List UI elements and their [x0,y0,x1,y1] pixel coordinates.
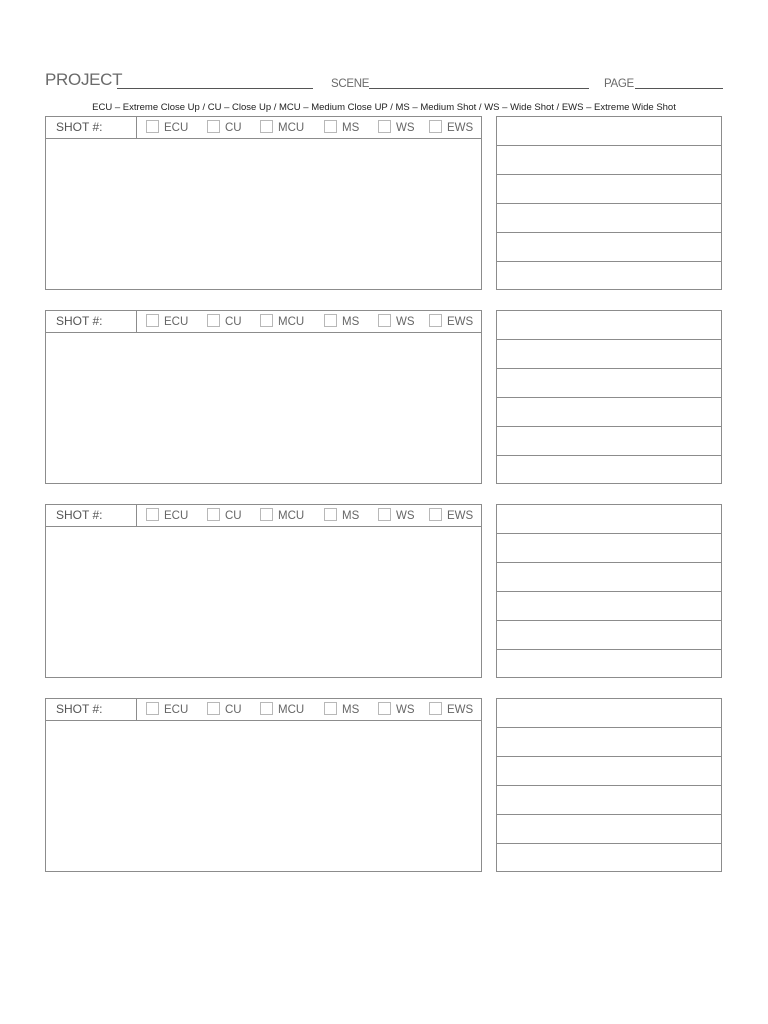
note-line[interactable] [497,621,721,650]
project-label: PROJECT [45,70,123,89]
ecu-checkbox[interactable] [146,508,159,521]
note-line[interactable] [497,233,721,262]
option-ews[interactable] [429,314,473,330]
option-ews[interactable] [429,702,473,718]
page-label: PAGE [604,78,634,90]
ms-checkbox[interactable] [324,314,337,327]
shot-block [45,116,722,292]
option-ms[interactable] [324,314,359,330]
mcu-label: MCU [278,316,305,328]
option-mcu[interactable] [260,120,304,136]
shot-topbar [46,311,481,333]
note-line[interactable] [497,728,721,757]
shot-notes [496,504,722,678]
ews-checkbox[interactable] [429,508,442,521]
option-cu[interactable] [207,508,242,524]
mcu-label: MCU [278,704,305,716]
shot-number-label: SHOT #: [46,117,137,138]
note-line[interactable] [497,146,721,175]
note-line[interactable] [497,815,721,844]
ecu-label: ECU [164,704,189,716]
ews-checkbox[interactable] [429,702,442,715]
note-line[interactable] [497,369,721,398]
option-ms[interactable] [324,120,359,136]
note-line[interactable] [497,427,721,456]
note-line[interactable] [497,175,721,204]
shot-number-label: SHOT #: [46,311,137,332]
ecu-label: ECU [164,122,189,134]
option-ws[interactable] [378,314,415,330]
option-ecu[interactable] [146,702,188,718]
option-ews[interactable] [429,120,473,136]
option-mcu[interactable] [260,314,304,330]
shot-topbar [46,117,481,139]
cu-label: CU [225,510,242,522]
ws-label: WS [396,122,415,134]
ms-label: MS [342,704,360,716]
option-mcu[interactable] [260,508,304,524]
ews-checkbox[interactable] [429,314,442,327]
cu-label: CU [225,316,242,328]
ws-checkbox[interactable] [378,702,391,715]
shot-topbar [46,699,481,721]
option-mcu[interactable] [260,702,304,718]
ews-checkbox[interactable] [429,120,442,133]
ms-checkbox[interactable] [324,702,337,715]
ecu-label: ECU [164,510,189,522]
option-ws[interactable] [378,120,415,136]
ews-label: EWS [447,704,474,716]
note-line[interactable] [497,699,721,728]
ms-label: MS [342,510,360,522]
form-header [45,70,723,92]
note-line[interactable] [497,117,721,146]
note-line[interactable] [497,262,721,291]
option-cu[interactable] [207,120,242,136]
note-line[interactable] [497,844,721,873]
ms-label: MS [342,316,360,328]
note-line[interactable] [497,592,721,621]
ws-checkbox[interactable] [378,120,391,133]
ecu-checkbox[interactable] [146,702,159,715]
ecu-label: ECU [164,316,189,328]
cu-label: CU [225,122,242,134]
option-ws[interactable] [378,508,415,524]
page-field[interactable] [635,88,723,89]
note-line[interactable] [497,456,721,485]
note-line[interactable] [497,757,721,786]
option-ecu[interactable] [146,314,188,330]
mcu-label: MCU [278,510,305,522]
cu-checkbox[interactable] [207,702,220,715]
option-cu[interactable] [207,702,242,718]
note-line[interactable] [497,204,721,233]
scene-field[interactable] [369,88,589,89]
shot-notes [496,116,722,290]
ms-checkbox[interactable] [324,508,337,521]
mcu-checkbox[interactable] [260,508,273,521]
ws-checkbox[interactable] [378,314,391,327]
ecu-checkbox[interactable] [146,120,159,133]
shot-frame [45,310,482,484]
option-ews[interactable] [429,508,473,524]
shot-block [45,504,722,680]
mcu-checkbox[interactable] [260,120,273,133]
ews-label: EWS [447,316,474,328]
note-line[interactable] [497,340,721,369]
shot-topbar [46,505,481,527]
option-cu[interactable] [207,314,242,330]
cu-label: CU [225,704,242,716]
option-ms[interactable] [324,508,359,524]
ws-checkbox[interactable] [378,508,391,521]
note-line[interactable] [497,534,721,563]
option-ecu[interactable] [146,120,188,136]
option-ecu[interactable] [146,508,188,524]
ews-label: EWS [447,122,474,134]
shot-type-legend: ECU – Extreme Close Up / CU – Close Up / MCU – Medium Close UP / MS – Medium Shot / WS – Wide Shot / EWS – Extreme Wide Shot [92,102,676,113]
shot-block [45,698,722,874]
shot-frame [45,116,482,290]
mcu-label: MCU [278,122,305,134]
shot-notes [496,698,722,872]
option-ws[interactable] [378,702,415,718]
note-line[interactable] [497,398,721,427]
shot-notes [496,310,722,484]
scene-label: SCENE [331,78,370,90]
ws-label: WS [396,316,415,328]
note-line[interactable] [497,311,721,340]
cu-checkbox[interactable] [207,508,220,521]
ews-label: EWS [447,510,474,522]
ws-label: WS [396,704,415,716]
ms-label: MS [342,122,360,134]
note-line[interactable] [497,563,721,592]
shot-number-label: SHOT #: [46,699,137,720]
ecu-checkbox[interactable] [146,314,159,327]
note-line[interactable] [497,786,721,815]
ws-label: WS [396,510,415,522]
cu-checkbox[interactable] [207,120,220,133]
shot-number-label: SHOT #: [46,505,137,526]
ms-checkbox[interactable] [324,120,337,133]
shot-block [45,310,722,486]
note-line[interactable] [497,650,721,679]
project-field[interactable] [117,88,313,89]
shot-frame [45,698,482,872]
mcu-checkbox[interactable] [260,702,273,715]
option-ms[interactable] [324,702,359,718]
cu-checkbox[interactable] [207,314,220,327]
note-line[interactable] [497,505,721,534]
shot-frame [45,504,482,678]
mcu-checkbox[interactable] [260,314,273,327]
